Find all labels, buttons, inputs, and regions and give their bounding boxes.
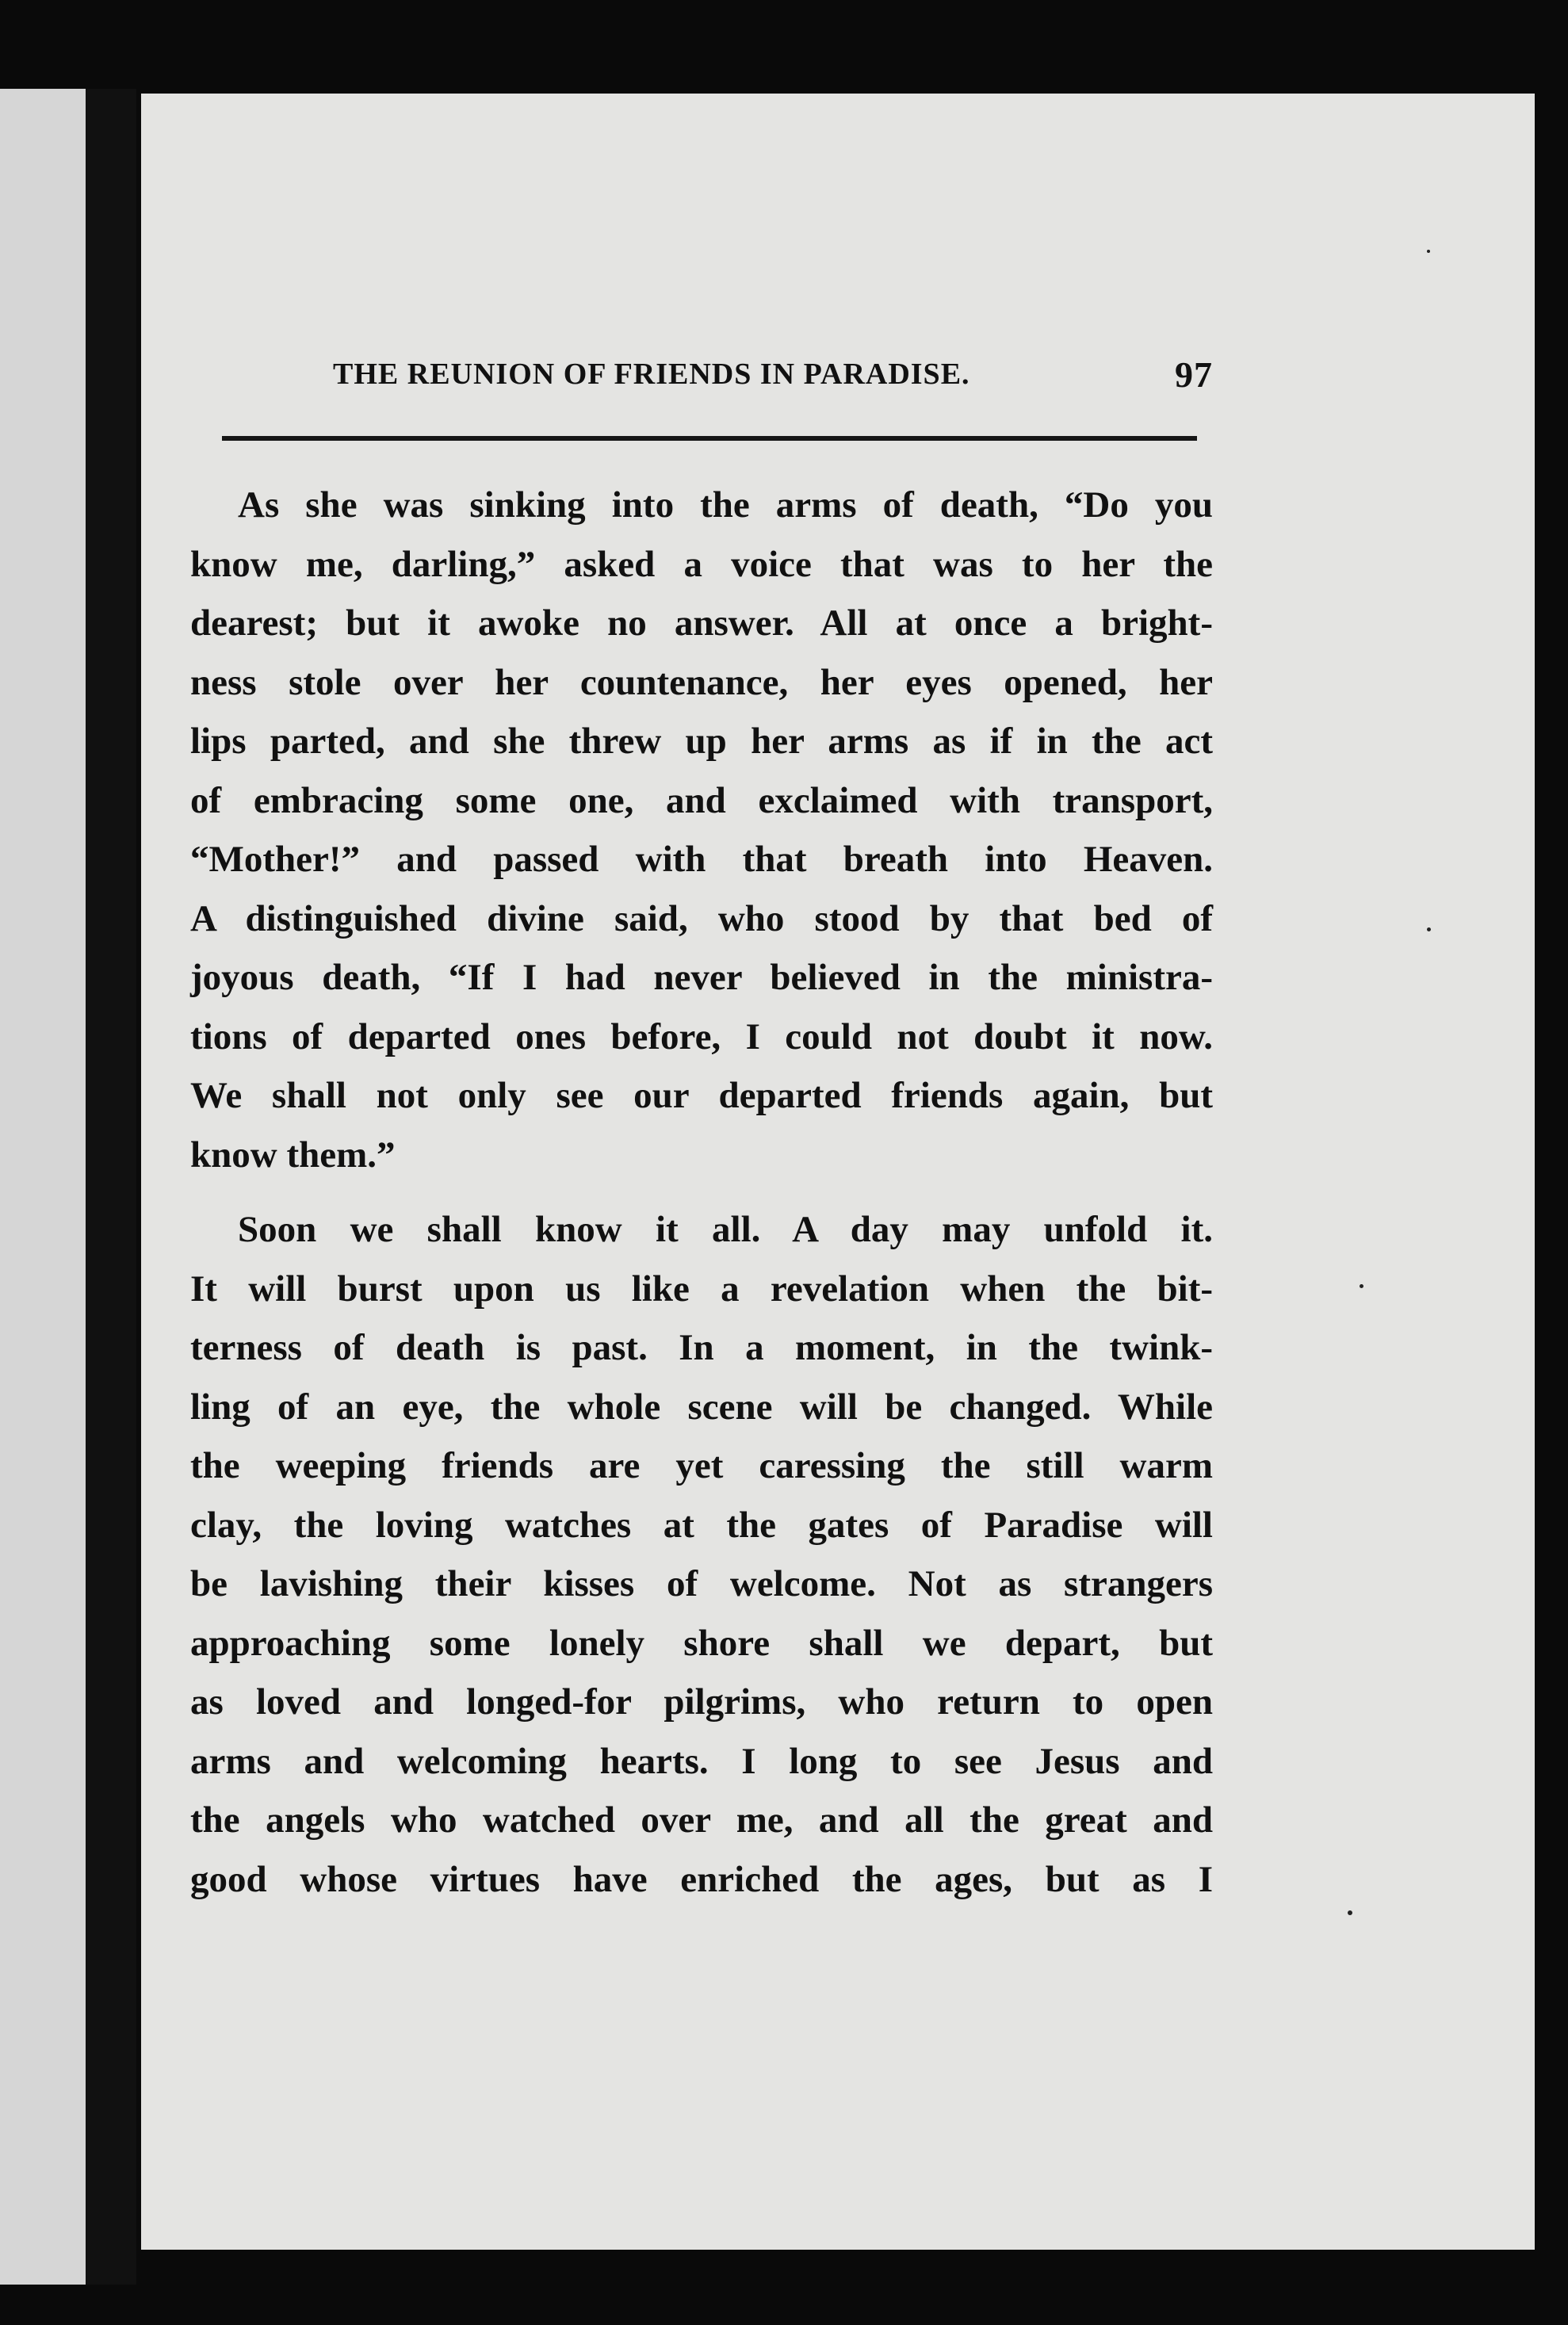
scan-speck	[1427, 250, 1430, 253]
header-rule	[222, 436, 1197, 441]
text-line: joyous death, “If I had never believed in the ministra-	[190, 957, 1213, 998]
text-line: clay, the loving watches at the gates of Paradise will	[190, 1504, 1213, 1546]
paragraph-gap	[190, 1184, 1213, 1200]
bottom-shadow	[141, 2250, 1552, 2325]
body-text	[190, 476, 1213, 1909]
paragraph-1	[190, 476, 1213, 1184]
scan-speck	[1427, 927, 1431, 931]
text-line: It will burst upon us like a revelation when the bit-	[190, 1268, 1213, 1310]
text-line: A distinguished divine said, who stood by that bed of	[190, 897, 1213, 939]
text-line: dearest; but it awoke no answer. All at once a bright-	[190, 602, 1213, 644]
scan-speck	[1348, 1910, 1352, 1915]
text-line: ness stole over her countenance, her eyes opened, her	[190, 661, 1213, 703]
text-line: As she was sinking into the arms of death, “Do you	[238, 484, 1213, 526]
text-line: good whose virtues have enriched the ages, but as I	[190, 1858, 1213, 1900]
text-line: Soon we shall know it all. A day may unfold it.	[238, 1209, 1213, 1250]
running-head	[333, 354, 1213, 404]
text-line: terness of death is past. In a moment, in the twink-	[190, 1327, 1213, 1368]
running-title: THE REUNION OF FRIENDS IN PARADISE.	[333, 358, 970, 391]
text-line: ling of an eye, the whole scene will be changed. While	[190, 1386, 1213, 1428]
text-line: know me, darling,” asked a voice that was to her the	[190, 543, 1213, 585]
paragraph-2	[190, 1200, 1213, 1909]
text-line: lips parted, and she threw up her arms as if in the act	[190, 721, 1213, 762]
page-number: 97	[1175, 354, 1213, 395]
text-line: “Mother!” and passed with that breath into Heaven.	[190, 839, 1213, 880]
text-line: We shall not only see our departed friends again, but	[190, 1075, 1213, 1116]
text-line: arms and welcoming hearts. I long to see Jesus and	[190, 1740, 1213, 1782]
scan-speck	[1360, 1284, 1363, 1288]
text-line: as loved and longed-for pilgrims, who return to open	[190, 1681, 1213, 1723]
text-line: of embracing some one, and exclaimed with transport,	[190, 779, 1213, 821]
text-line: the weeping friends are yet caressing the still warm	[190, 1445, 1213, 1486]
text-line: approaching some lonely shore shall we depart, but	[190, 1622, 1213, 1664]
text-line: be lavishing their kisses of welcome. Not as strangers	[190, 1563, 1213, 1604]
text-line: the angels who watched over me, and all the great and	[190, 1799, 1213, 1841]
text-line: know them.”	[190, 1134, 396, 1176]
book-spine-shadow	[86, 89, 136, 2285]
text-line: tions of departed ones before, I could not doubt it now.	[190, 1015, 1213, 1057]
